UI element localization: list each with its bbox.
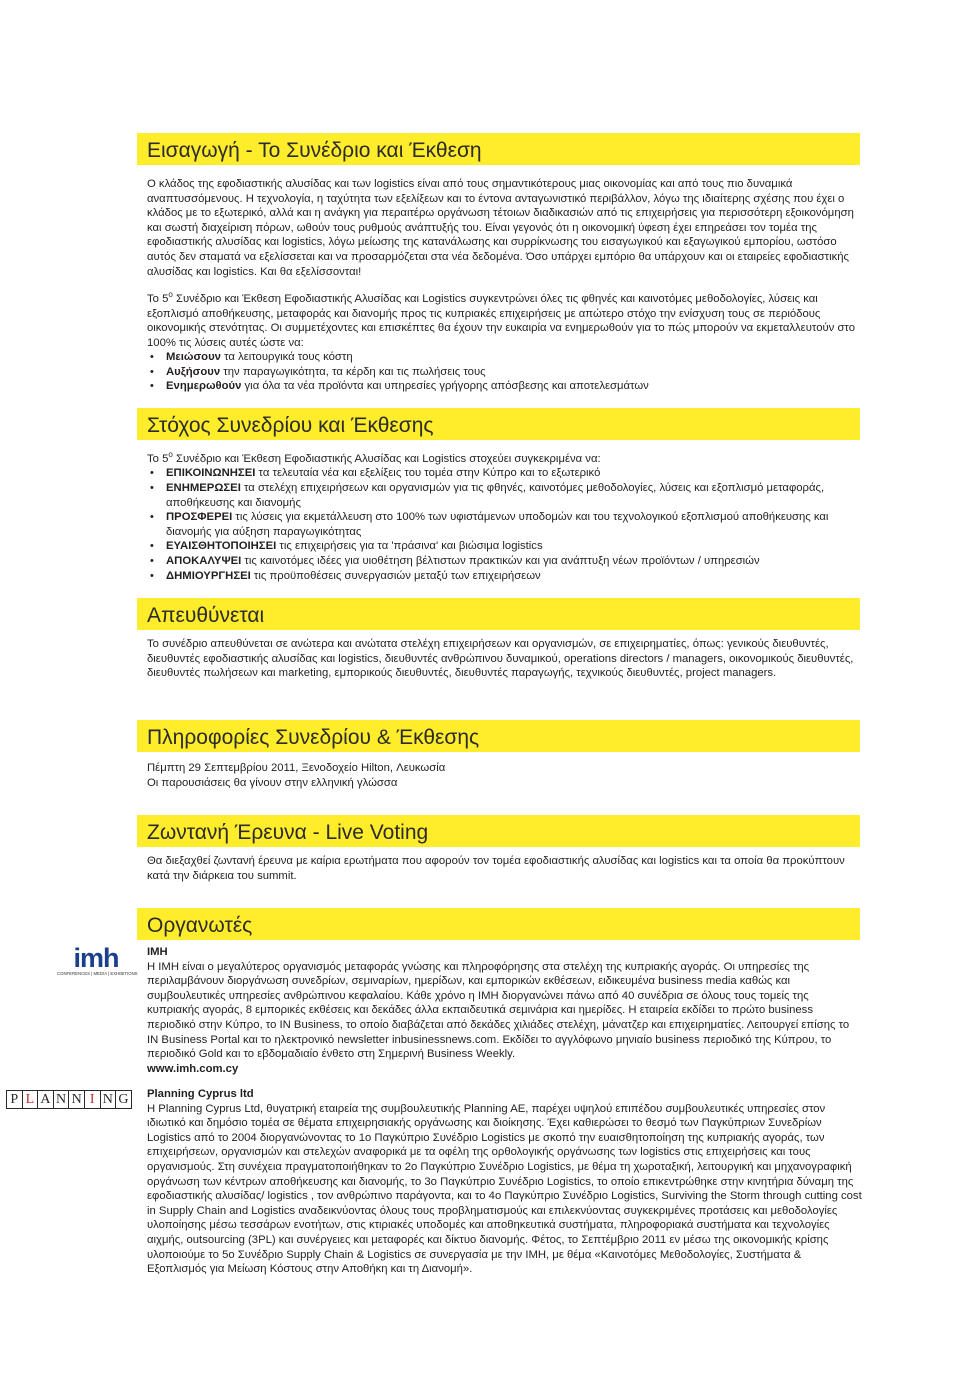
imh-logo-wordmark: imh xyxy=(73,943,119,973)
planning-logo-letter: N xyxy=(53,1091,69,1108)
intro-title: Εισαγωγή - Το Συνέδριο και Έκθεση xyxy=(147,139,482,162)
planning-block xyxy=(147,1087,863,1277)
bullet-icon: • xyxy=(150,351,154,364)
planning-name: Planning Cyprus ltd xyxy=(147,1088,254,1100)
bullet-keyword: ΑΠΟΚΑΛΥΨΕΙ xyxy=(166,554,242,567)
planning-logo-letter: A xyxy=(37,1091,53,1108)
planning-logo-letter: P xyxy=(6,1091,22,1108)
list-item xyxy=(147,554,863,569)
intro-heading-bar xyxy=(137,133,860,165)
info-body xyxy=(147,761,863,790)
list-item xyxy=(147,539,863,554)
list-item xyxy=(147,379,863,394)
list-item xyxy=(147,365,863,380)
bullet-icon: • xyxy=(150,554,154,567)
bullet-keyword: Αυξήσουν xyxy=(166,365,221,378)
goals-title: Στόχος Συνεδρίου και Έκθεσης xyxy=(147,414,434,437)
imh-block xyxy=(147,945,863,1076)
goals-body xyxy=(147,448,863,583)
bullet-text: την παραγωγικότητα, τα κέρδη και τις πωλήσεις τους xyxy=(220,365,486,378)
imh-text: Η IMH είναι ο μεγαλύτερος οργανισμός μεταφοράς γνώσης και πληροφόρησης στα στελέχη της κυπριακής αγοράς. Οι υπηρεσίες της περιλαμβάνουν διοργάνωση συνεδρίων, σεμιναρίων, ημερίδων, και εμπορικών εκθέσεων, ειδικευμένα business media καθώς και συμβουλευτικές υπηρεσίες ανθρώπινου κεφαλαίου. Κάθε χρόνο η IMH διοργανώνει πάνω από 40 συνέδρια σε όλους τους τομείς της κυπριακής αγοράς, 8 εμπορικές εκθέσεις και δεκάδες άλλα εκπαιδευτικά σεμινάρια και ημερίδες. Η εταιρεία εκδίδει το πρώτο business περιοδικό στην Κύπρο, το IN Business, το οποίο διαβάζεται από δεκάδες χιλιάδες στελέχη, μάνατζερ και επιχειρηματίες. Λειτουργεί επίσης το IN Business Portal και το ηλεκτρονικό newsletter inbusinessnews.com. Εκδίδει το αγγλόφωνο μηνιαίο business περιοδικό της Κύπρου, το περιοδικό Gold και το εβδομαδιαίο ένθετο στη Σημερινή Business Weekly. xyxy=(147,960,850,1061)
voting-title: Ζωντανή Έρευνα - Live Voting xyxy=(147,821,429,844)
info-heading-bar xyxy=(137,720,860,752)
imh-logo xyxy=(57,943,138,983)
bullet-text: τα στελέχη επιχειρήσεων και οργανισμών για τις φθηνές, καινοτόμες μεθοδολογίες, λύσεις και εξοπλισμό μεταφοράς, αποθήκευσης και διανομής xyxy=(166,481,825,509)
info-title: Πληροφορίες Συνεδρίου & Έκθεσης xyxy=(147,726,480,749)
list-item xyxy=(147,466,863,481)
info-line-date-venue: Πέμπτη 29 Σεπτεμβρίου 2011, Ξενοδοχείο Hilton, Λευκωσία xyxy=(147,762,446,774)
bullet-text: τις προϋποθέσεις συνεργασιών μεταξύ των επιχειρήσεων xyxy=(250,569,541,582)
goals-heading-bar xyxy=(137,408,860,440)
bullet-keyword: ΕΥΑΙΣΘΗΤΟΠΟΙΗΣΕΙ xyxy=(166,540,277,553)
bullet-icon: • xyxy=(150,481,154,494)
bullet-icon: • xyxy=(150,540,154,553)
bullet-text: τις λύσεις για εκμετάλλευση στο 100% των υφιστάμενων υποδομών και του τεχνολογικού εξοπλισμού αποθήκευσης και διανομής για αύξηση παραγωγικότητας xyxy=(166,511,829,538)
bullet-keyword: Ενημερωθούν xyxy=(166,380,242,393)
audience-heading-bar xyxy=(137,598,860,630)
bullet-icon: • xyxy=(150,569,154,582)
goals-lead: Το $5^o$ Συνέδριο και Έκθεση Εφοδιαστικής Αλυσίδας και Logistics στοχεύει συγκεκριμένα να: xyxy=(147,450,601,465)
organizers-heading-bar xyxy=(137,908,860,940)
bullet-icon: • xyxy=(150,380,154,393)
imh-website-link[interactable]: www.imh.com.cy xyxy=(147,1062,239,1075)
planning-logo-letter: N xyxy=(68,1091,84,1108)
planning-logo-letter: N xyxy=(100,1091,116,1108)
planning-text: Η Planning Cyprus Ltd, θυγατρική εταιρεία της συμβουλευτικής Planning AE, παρέχει υψηλού επιπέδου συμβουλευτικές υπηρεσίες στον ιδιωτικό και δημόσιο τομέα σε θέματα επιχειρησιακής οργάνωσης και διοίκησης. Έχει καθιερώσει το θεσμό των Παγκύπριων Συνεδρίων Logistics από το 2004 διοργανώνοντας το 1ο Παγκύπριο Συνέδριο Logistics με σκοπό την ευαισθητοποίηση της κυπριακής αγοράς, των επιχειρήσεων, οργανισμών και στελεχών αναφορικά με τα οφέλη της ορθολογικής οργάνωσης των logistics στις επιχειρήσεις και τους οργανισμούς. Στη συνέχεια πραγματοποιήθηκαν το 2ο Παγκύπριο Συνέδριο Logistics, με θέμα τη χωροταξική, λειτουργική και μηχανογραφική οργάνωση των κέντρων αποθήκευσης και διανομής, το 3ο Παγκύπριο Συνέδριο Logistics, το οποίο επικεντρώθηκε στην κινητήρια δύναμη της εφοδιαστικής αλυσίδας/ logistics , τον ανθρώπινο παράγοντα, και το 4ο Παγκύπριο Συνέδριο Logistics, Surviving the Storm through cutting cost in Supply Chain and Logistics αναδεικνύοντας όλους τους προβληματισμούς και επιλεκνύοντας συγκεκριμένες προτάσεις και μεθοδολογίες υλοποίησης μέσω τεσσάρων ενοτήτων, στις κτιριακές υποδομές και αποθηκευτικά συστήματα, πληροφοριακά συστήματα και τεχνολογίες αιχμής, outsourcing (3PL) και συνέργειες και μεταφορές και δίκτυο διανομής. Φέτος, το Σεπτέμβριο 2011 εν μέσω της οικονομικής κρίσης υλοποιούμε το 5ο Συνέδριο Supply Chain & Logistics σε συνεργασία με την IMH, με θέμα «Καινοτόμες Μεθοδολογίες, Συστήματα & Εξοπλισμός για Μείωση Κόστους στην Αποθήκη και τη Διανομή». xyxy=(147,1102,862,1276)
bullet-text: για όλα τα νέα προϊόντα και υπηρεσίες γρήγορης απόσβεσης και αποτελεσμάτων xyxy=(241,380,649,393)
bullet-text: τα λειτουργικά τους κόστη xyxy=(220,351,353,364)
bullet-keyword: ΕΠΙΚΟΙΝΩΝΗΣΕΙ xyxy=(166,467,256,480)
list-item xyxy=(147,350,863,365)
bullet-text: τις καινοτόμες ιδέες για υιοθέτηση βέλτιστων πρακτικών και για ανάπτυξη νέων προϊόντων / υπηρεσιών xyxy=(241,554,760,567)
bullet-keyword: ΕΝΗΜΕΡΩΣΕΙ xyxy=(166,481,241,494)
bullet-icon: • xyxy=(150,365,154,378)
bullet-text: τα τελευταία νέα και εξελίξεις του τομέα στην Κύπρο και το εξωτερικό xyxy=(255,467,601,480)
imh-name: IMH xyxy=(147,946,168,958)
voting-body xyxy=(147,854,863,883)
goals-bullet-list xyxy=(147,466,863,583)
list-item xyxy=(147,481,863,510)
planning-logo xyxy=(6,1090,132,1109)
audience-title: Απευθύνεται xyxy=(147,604,265,627)
bullet-keyword: ΠΡΟΣΦΕΡΕΙ xyxy=(166,511,233,524)
bullet-keyword: Μειώσουν xyxy=(166,351,221,364)
bullet-icon: • xyxy=(150,467,154,480)
audience-body xyxy=(147,637,863,681)
bullet-text: τις επιχειρήσεις για τα 'πράσινα' και βιώσιμα logistics xyxy=(276,540,543,553)
audience-text: Το συνέδριο απευθύνεται σε ανώτερα και ανώτατα στελέχη επιχειρήσεων και οργανισμών, σε επιχειρηματίες, όπως: γενικούς διευθυντές, διευθυντές εφοδιαστικής αλυσίδας και logistics, διευθυντές ανθρώπινου δυναμικού, operations directors / managers, οικονομικούς διευθυντές, διευθυντές πωλήσεων και marketing, εμπορικούς διευθυντές, διευθυντές παραγωγής, τεχνικούς διευθυντές, project managers. xyxy=(147,638,854,680)
intro-bullet-list xyxy=(147,350,863,394)
bullet-icon: • xyxy=(150,511,154,524)
planning-logo-letter: G xyxy=(115,1091,132,1108)
planning-logo-letter: L xyxy=(22,1091,38,1108)
intro-paragraph-1: Ο κλάδος της εφοδιαστικής αλυσίδας και των logistics είναι από τους σημαντικότερους μιας οικονομίας και από τους πιο δυναμικά αναπτυσσόμενους. Η τεχνολογία, η ταχύτητα των εξελίξεων και το έντονα ανταγωνιστικό περιβάλλον, λόγω της ιδιαίτερης σχέσης που έχει ο κλάδος με το εξωτερικό, αλλά και η ανάγκη για περαιτέρω οργάνωση τέτοιων διαδικασιών από τις επιχειρήσεις για περισσότερη εξοικονόμηση και σωστή διαχείριση πόρων, ωθούν τους ρυθμούς ανάπτυξής του. Είναι γεγονός ότι η οικονομική ύφεση έχει επηρεάσει τον τομέα της εφοδιαστικής αλυσίδας και logistics, λόγω μείωσης της κατανάλωσης και συρρίκνωσης του εισαγωγικού και εξαγωγικού εμπορίου, ωστόσο αυτός δεν σταματά να εξελίσσεται και να προσαρμόζεται στα νέα δεδομένα. Όσο υπάρχει εμπόριο θα υπάρχουν και οι εταιρείες εφοδιαστικής αλυσίδας και logistics. Και θα εξελίσσονται! xyxy=(147,178,854,278)
voting-text: Θα διεξαχθεί ζωντανή έρευνα με καίρια ερωτήματα που αφορούν τον τομέα εφοδιαστικής αλυσίδας και logistics και τα οποία θα προκύπτουν κατά την διάρκεια του summit. xyxy=(147,855,845,882)
list-item xyxy=(147,510,863,539)
planning-logo-letter: I xyxy=(84,1091,100,1108)
intro-body xyxy=(147,177,863,394)
info-line-language: Οι παρουσιάσεις θα γίνουν στην ελληνική γλώσσα xyxy=(147,776,398,789)
list-item xyxy=(147,569,863,584)
intro-paragraph-2: Το $5^o$ Συνέδριο και Έκθεση Εφοδιαστικής Αλυσίδας και Logistics συγκεντρώνει όλες τις φθηνές και καινοτόμες μεθοδολογίες, λύσεις και εξοπλισμό αποθήκευσης, μεταφοράς και διανομής προς τις κυπριακές επιχειρήσεις με απώτερο στόχο την ενίσχυση τους σε περιόδους οικονομικής στενότητας. Οι συμμετέχοντες και επισκέπτες θα έχουν την ευκαιρία να ενημερωθούν για το πώς μπορούν να εκμεταλλευτούν στο 100% τις λύσεις αυτές ώστε να: xyxy=(147,290,855,349)
bullet-keyword: ΔΗΜΙΟΥΡΓΗΣΕΙ xyxy=(166,569,251,582)
voting-heading-bar xyxy=(137,815,860,847)
imh-logo-tagline: CONFERENCES | MEDIA | EXHIBITIONS xyxy=(57,971,138,976)
organizers-title: Οργανωτές xyxy=(147,914,253,937)
